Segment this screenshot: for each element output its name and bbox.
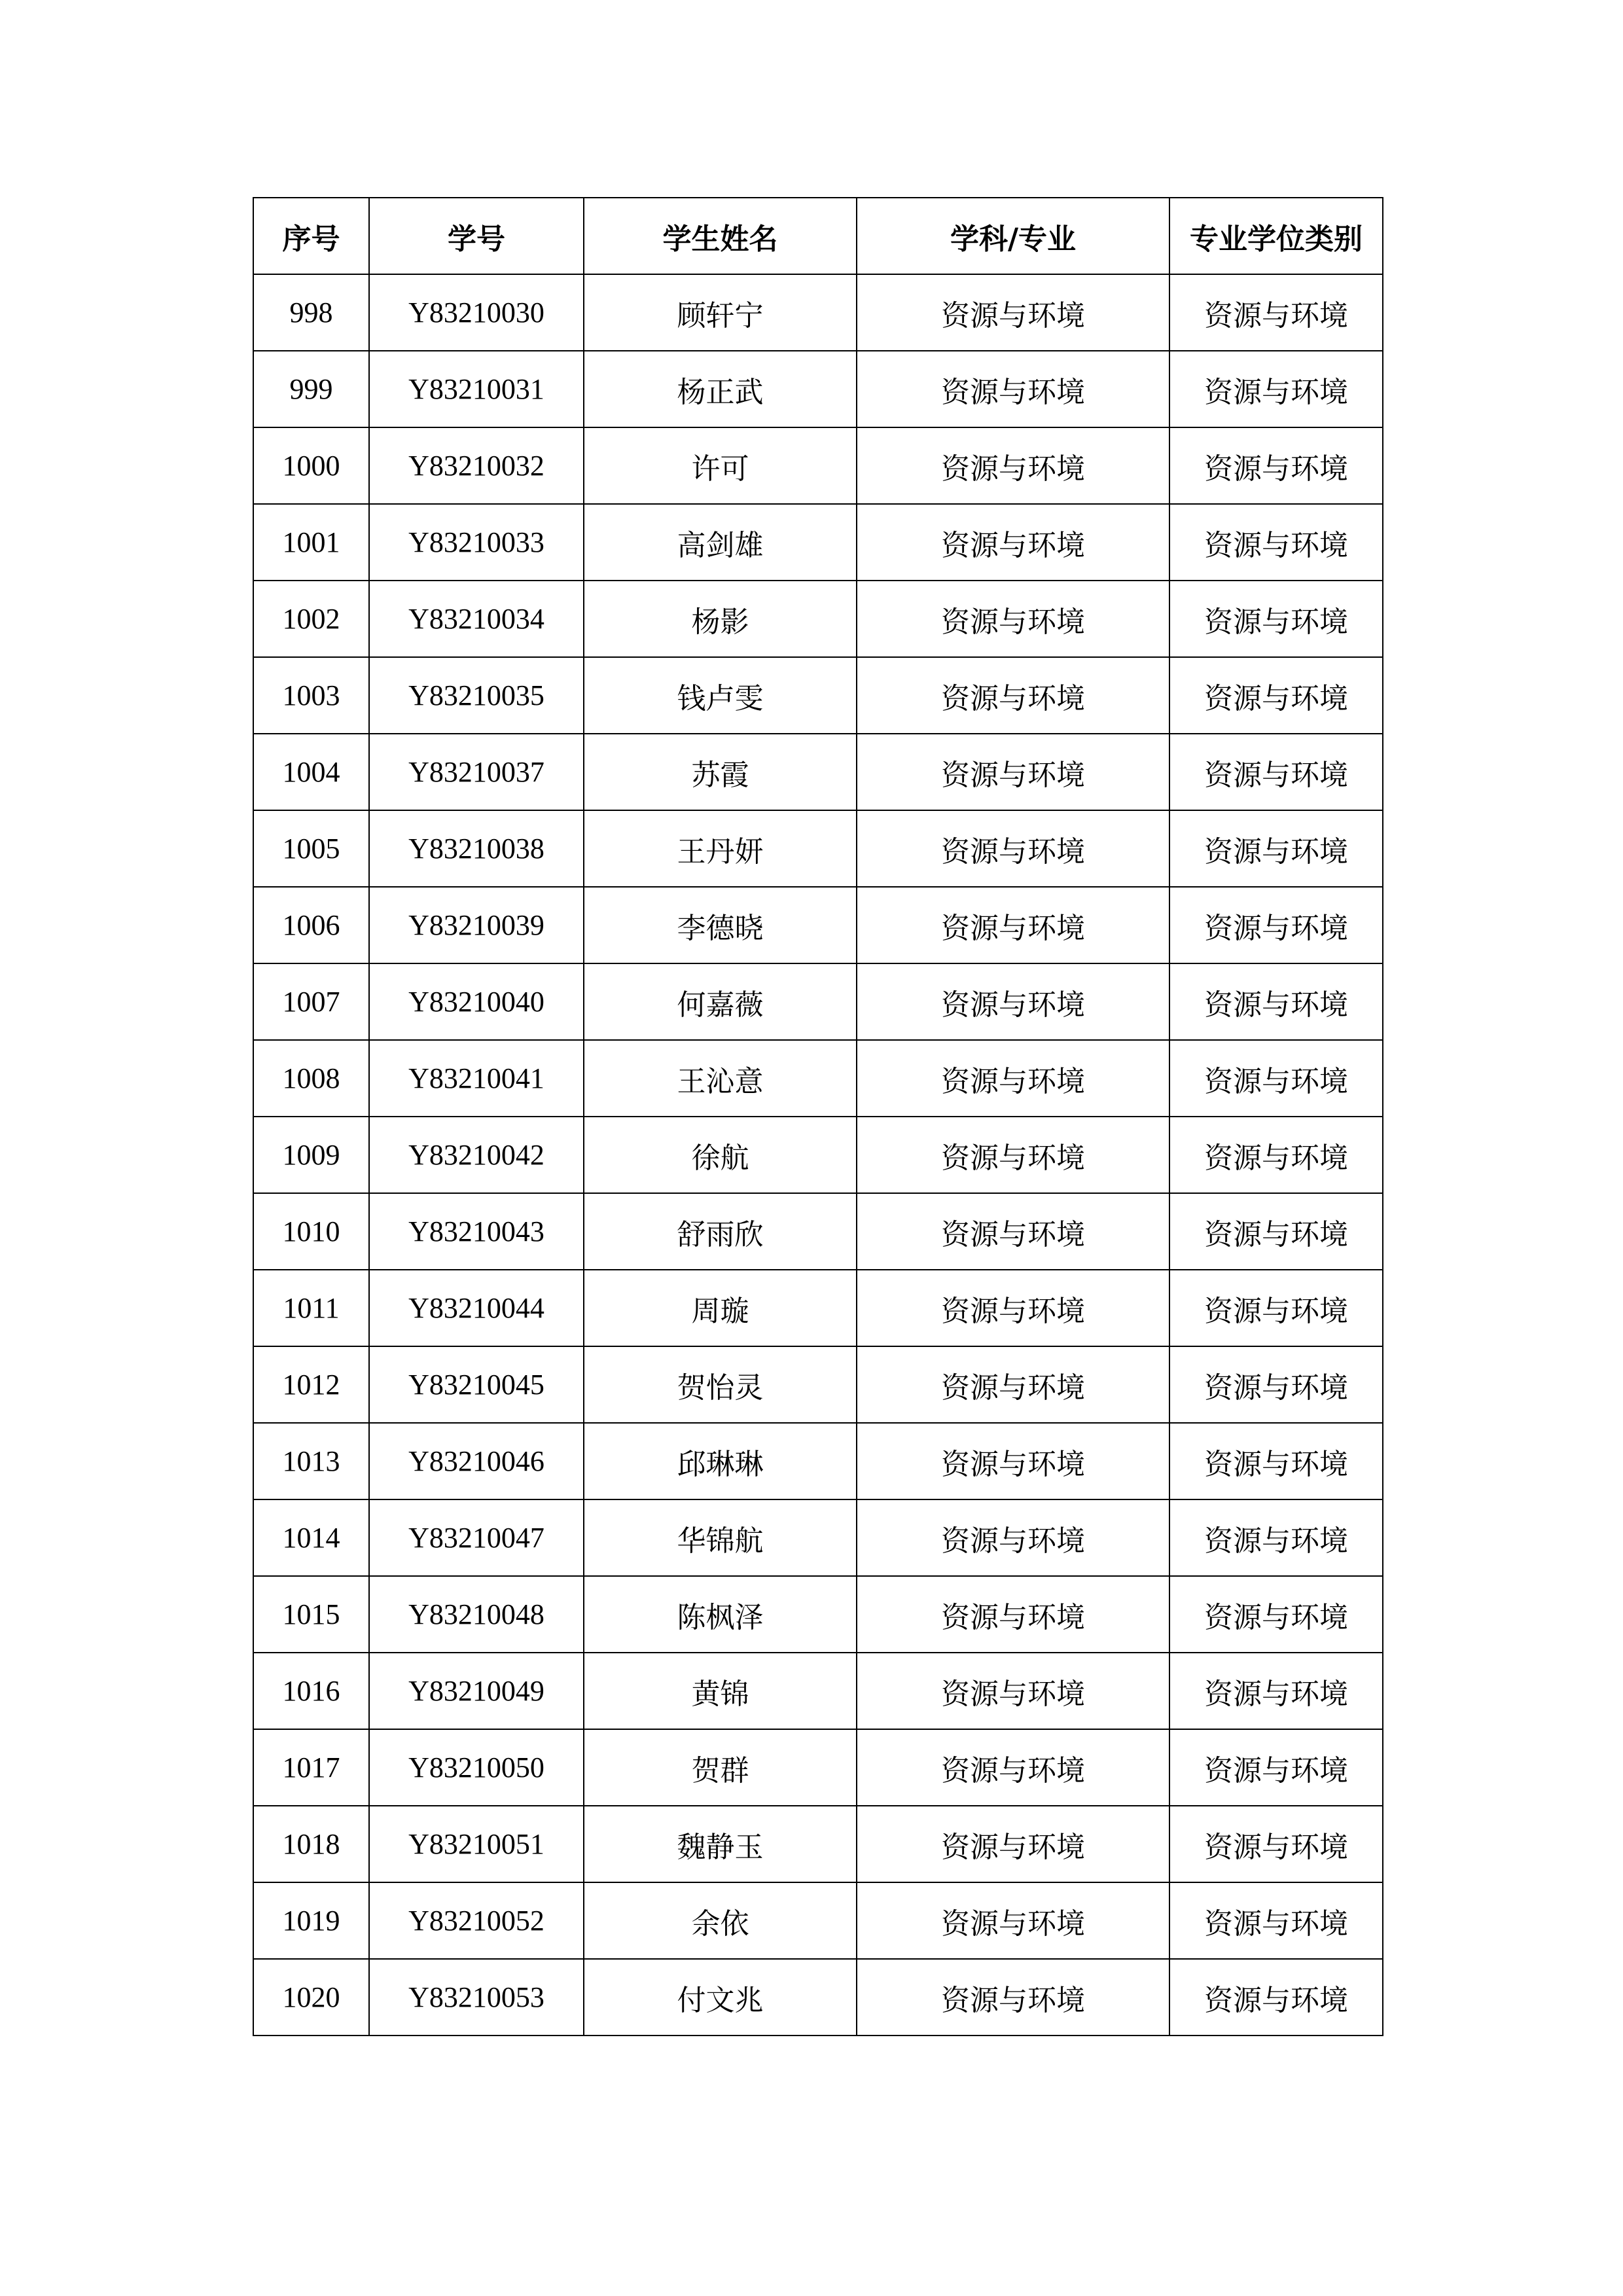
degree-category-cell: 资源与环境: [1169, 1499, 1383, 1576]
student-name-cell: 高剑雄: [584, 504, 857, 581]
student-id-cell: Y83210032: [369, 427, 584, 504]
discipline-cell: 资源与环境: [857, 657, 1169, 734]
serial-number-cell: 1000: [253, 427, 369, 504]
serial-number-cell: 1013: [253, 1423, 369, 1499]
student-id-cell: Y83210050: [369, 1729, 584, 1806]
student-name-cell: 贺群: [584, 1729, 857, 1806]
table-row: [253, 427, 1383, 504]
table-row: [253, 810, 1383, 887]
degree-category-cell: 资源与环境: [1169, 1806, 1383, 1882]
discipline-cell: 资源与环境: [857, 810, 1169, 887]
degree-category-cell: 资源与环境: [1169, 1423, 1383, 1499]
student-id-cell: Y83210047: [369, 1499, 584, 1576]
student-id-cell: Y83210037: [369, 734, 584, 810]
student-name-cell: 苏霞: [584, 734, 857, 810]
student-name-cell: 李德晓: [584, 887, 857, 963]
serial-number-cell: 1015: [253, 1576, 369, 1653]
serial-number-cell: 1003: [253, 657, 369, 734]
serial-number-cell: 1016: [253, 1653, 369, 1729]
degree-category-cell: 资源与环境: [1169, 427, 1383, 504]
serial-number-cell: 1002: [253, 581, 369, 657]
student-id-cell: Y83210046: [369, 1423, 584, 1499]
discipline-cell: 资源与环境: [857, 1576, 1169, 1653]
degree-category-cell: 资源与环境: [1169, 1346, 1383, 1423]
student-name-cell: 何嘉薇: [584, 963, 857, 1040]
student-id-cell: Y83210035: [369, 657, 584, 734]
table-row: [253, 1346, 1383, 1423]
student-id-cell: Y83210039: [369, 887, 584, 963]
discipline-cell: 资源与环境: [857, 1423, 1169, 1499]
table-row: [253, 887, 1383, 963]
serial-number-cell: 1020: [253, 1959, 369, 2036]
student-id-cell: Y83210034: [369, 581, 584, 657]
student-id-cell: Y83210043: [369, 1193, 584, 1270]
student-id-cell: Y83210053: [369, 1959, 584, 2036]
header-student-name: 学生姓名: [584, 198, 857, 274]
degree-category-cell: 资源与环境: [1169, 504, 1383, 581]
degree-category-cell: 资源与环境: [1169, 810, 1383, 887]
discipline-cell: 资源与环境: [857, 1882, 1169, 1959]
degree-category-cell: 资源与环境: [1169, 657, 1383, 734]
student-name-cell: 邱琳琳: [584, 1423, 857, 1499]
table-header-row: [253, 198, 1383, 274]
table-row: [253, 1499, 1383, 1576]
student-name-cell: 魏静玉: [584, 1806, 857, 1882]
serial-number-cell: 1012: [253, 1346, 369, 1423]
serial-number-cell: 1008: [253, 1040, 369, 1117]
discipline-cell: 资源与环境: [857, 1959, 1169, 2036]
degree-category-cell: 资源与环境: [1169, 1117, 1383, 1193]
serial-number-cell: 1019: [253, 1882, 369, 1959]
discipline-cell: 资源与环境: [857, 1270, 1169, 1346]
discipline-cell: 资源与环境: [857, 427, 1169, 504]
degree-category-cell: 资源与环境: [1169, 1270, 1383, 1346]
degree-category-cell: 资源与环境: [1169, 1193, 1383, 1270]
discipline-cell: 资源与环境: [857, 963, 1169, 1040]
table-body: [253, 274, 1383, 2036]
table-row: [253, 1882, 1383, 1959]
header-degree-category: 专业学位类别: [1169, 198, 1383, 274]
discipline-cell: 资源与环境: [857, 887, 1169, 963]
student-name-cell: 黄锦: [584, 1653, 857, 1729]
student-name-cell: 陈枫泽: [584, 1576, 857, 1653]
student-id-cell: Y83210044: [369, 1270, 584, 1346]
table-row: [253, 657, 1383, 734]
table-row: [253, 734, 1383, 810]
table-row: [253, 504, 1383, 581]
serial-number-cell: 1017: [253, 1729, 369, 1806]
degree-category-cell: 资源与环境: [1169, 1882, 1383, 1959]
student-id-cell: Y83210048: [369, 1576, 584, 1653]
table-row: [253, 963, 1383, 1040]
table-row: [253, 1729, 1383, 1806]
table-row: [253, 581, 1383, 657]
student-id-cell: Y83210038: [369, 810, 584, 887]
student-id-cell: Y83210051: [369, 1806, 584, 1882]
table-row: [253, 274, 1383, 351]
serial-number-cell: 1011: [253, 1270, 369, 1346]
discipline-cell: 资源与环境: [857, 1653, 1169, 1729]
student-name-cell: 顾轩宁: [584, 274, 857, 351]
header-student-id: 学号: [369, 198, 584, 274]
serial-number-cell: 998: [253, 274, 369, 351]
discipline-cell: 资源与环境: [857, 581, 1169, 657]
discipline-cell: 资源与环境: [857, 1117, 1169, 1193]
table-row: [253, 1193, 1383, 1270]
degree-category-cell: 资源与环境: [1169, 274, 1383, 351]
degree-category-cell: 资源与环境: [1169, 734, 1383, 810]
serial-number-cell: 1010: [253, 1193, 369, 1270]
serial-number-cell: 999: [253, 351, 369, 427]
student-id-cell: Y83210040: [369, 963, 584, 1040]
student-id-cell: Y83210052: [369, 1882, 584, 1959]
serial-number-cell: 1018: [253, 1806, 369, 1882]
degree-category-cell: 资源与环境: [1169, 887, 1383, 963]
table-row: [253, 1117, 1383, 1193]
student-id-cell: Y83210049: [369, 1653, 584, 1729]
table-row: [253, 1040, 1383, 1117]
discipline-cell: 资源与环境: [857, 734, 1169, 810]
student-name-cell: 王沁意: [584, 1040, 857, 1117]
degree-category-cell: 资源与环境: [1169, 1653, 1383, 1729]
discipline-cell: 资源与环境: [857, 1729, 1169, 1806]
discipline-cell: 资源与环境: [857, 1806, 1169, 1882]
serial-number-cell: 1005: [253, 810, 369, 887]
serial-number-cell: 1009: [253, 1117, 369, 1193]
table-row: [253, 1806, 1383, 1882]
student-name-cell: 余依: [584, 1882, 857, 1959]
header-discipline: 学科/专业: [857, 198, 1169, 274]
serial-number-cell: 1007: [253, 963, 369, 1040]
student-name-cell: 杨正武: [584, 351, 857, 427]
degree-category-cell: 资源与环境: [1169, 1576, 1383, 1653]
student-id-cell: Y83210031: [369, 351, 584, 427]
table-row: [253, 1270, 1383, 1346]
serial-number-cell: 1006: [253, 887, 369, 963]
header-serial-number: 序号: [253, 198, 369, 274]
table-row: [253, 1576, 1383, 1653]
degree-category-cell: 资源与环境: [1169, 963, 1383, 1040]
serial-number-cell: 1001: [253, 504, 369, 581]
student-name-cell: 杨影: [584, 581, 857, 657]
discipline-cell: 资源与环境: [857, 274, 1169, 351]
student-id-cell: Y83210041: [369, 1040, 584, 1117]
student-name-cell: 王丹妍: [584, 810, 857, 887]
student-id-cell: Y83210033: [369, 504, 584, 581]
table-row: [253, 1959, 1383, 2036]
discipline-cell: 资源与环境: [857, 504, 1169, 581]
discipline-cell: 资源与环境: [857, 351, 1169, 427]
student-name-cell: 贺怡灵: [584, 1346, 857, 1423]
degree-category-cell: 资源与环境: [1169, 1729, 1383, 1806]
serial-number-cell: 1014: [253, 1499, 369, 1576]
table-row: [253, 1423, 1383, 1499]
table-row: [253, 1653, 1383, 1729]
student-name-cell: 许可: [584, 427, 857, 504]
degree-category-cell: 资源与环境: [1169, 1040, 1383, 1117]
table-row: [253, 351, 1383, 427]
discipline-cell: 资源与环境: [857, 1346, 1169, 1423]
student-name-cell: 周璇: [584, 1270, 857, 1346]
discipline-cell: 资源与环境: [857, 1499, 1169, 1576]
discipline-cell: 资源与环境: [857, 1040, 1169, 1117]
discipline-cell: 资源与环境: [857, 1193, 1169, 1270]
student-name-cell: 徐航: [584, 1117, 857, 1193]
student-name-cell: 舒雨欣: [584, 1193, 857, 1270]
serial-number-cell: 1004: [253, 734, 369, 810]
student-id-cell: Y83210042: [369, 1117, 584, 1193]
degree-category-cell: 资源与环境: [1169, 351, 1383, 427]
student-name-cell: 钱卢雯: [584, 657, 857, 734]
degree-category-cell: 资源与环境: [1169, 581, 1383, 657]
student-id-cell: Y83210030: [369, 274, 584, 351]
student-roster-table: [253, 197, 1383, 2036]
student-id-cell: Y83210045: [369, 1346, 584, 1423]
student-name-cell: 付文兆: [584, 1959, 857, 2036]
student-name-cell: 华锦航: [584, 1499, 857, 1576]
degree-category-cell: 资源与环境: [1169, 1959, 1383, 2036]
